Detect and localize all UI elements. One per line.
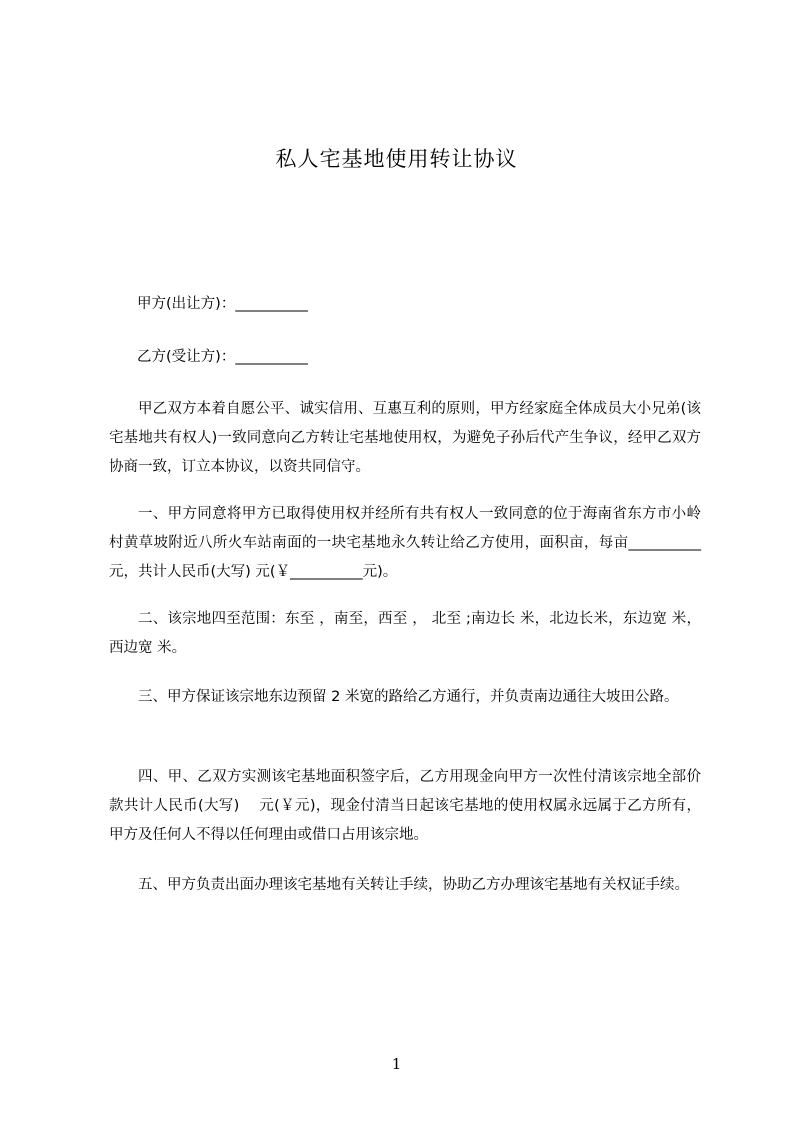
preamble-paragraph: 甲乙双方本着自愿公平、诚实信用、互惠互利的原则，甲方经家庭全体成员大小兄弟(该宅基地共有权人)一致同意向乙方转让宅基地使用权，为避免子孙后代产生争议，经甲乙双方协商一致，订立本协议，以资共同信守。 bbox=[109, 401, 701, 475]
clause-3-paragraph: 三、甲方保证该宗地东边预留 2 米宽的路给乙方通行，并负责南边通往大坡田公路。 bbox=[138, 689, 679, 705]
party-b-line: 乙方(受让方)：__________ bbox=[137, 349, 308, 365]
clause-5-paragraph: 五、甲方负责出面办理该宅基地有关转让手续，协助乙方办理该宅基地有关权证手续。 bbox=[138, 877, 689, 893]
clause-2-paragraph: 二、该宗地四至范围：东至 ，南至，西至 ， 北至 ;南边长 米，北边长米，东边宽 米，西边宽 米。 bbox=[109, 611, 701, 656]
party-a-line: 甲方(出让方)：__________ bbox=[137, 296, 308, 312]
clause-4-paragraph: 四、甲、乙双方实测该宅基地面积签字后，乙方用现金向甲方一次性付清该宗地全部价款共计人民币(大写) 元(￥元)，现金付清当日起该宅基地的使用权属永远属于乙方所有，甲方及任何人不得以任何理由或借口占用该宗地。 bbox=[109, 769, 701, 843]
document-title: 私人宅基地使用转让协议 bbox=[275, 147, 518, 171]
clause-1-paragraph: 一、甲方同意将甲方已取得使用权并经所有共有权人一致同意的位于海南省东方市小岭村黄草坡附近八所火车站南面的一块宅基地永久转让给乙方使用，面积亩，每亩__________元，共计人民币(大写) 元(￥__________元)。 bbox=[109, 506, 701, 580]
page-number: 1 bbox=[391, 1055, 402, 1073]
